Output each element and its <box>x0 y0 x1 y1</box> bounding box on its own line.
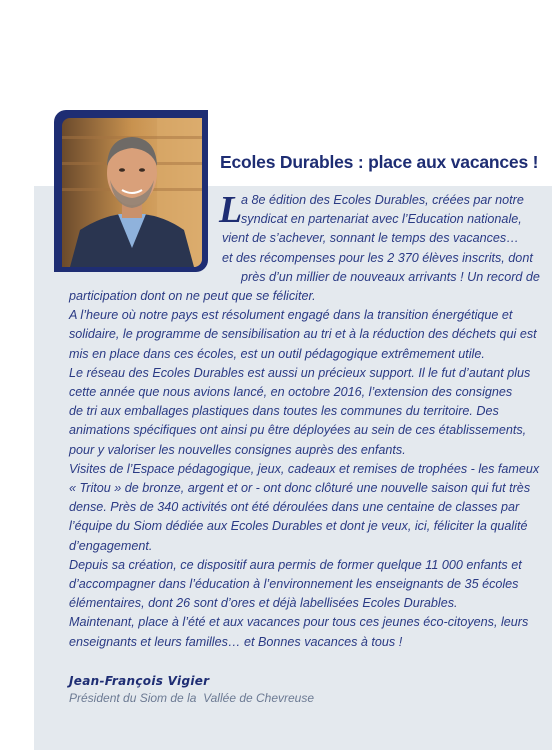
body-line: solidaire, le programme de sensibilisation au tri et à la réduction des déchets qui est <box>69 327 537 342</box>
article-body <box>69 287 552 652</box>
body-line: l’équipe du Siom dédiée aux Ecoles Durables et dont je veux, ici, féliciter la qualité <box>69 519 528 534</box>
body-line: dense. Près de 340 activités ont été déroulées dans une centaine de classes par <box>69 500 520 515</box>
intro-line: vient de s’achever, sonnant le temps des vacances… <box>222 231 519 246</box>
body-line: Visites de l’Espace pédagogique, jeux, cadeaux et remises de trophées - les fameux <box>69 461 540 476</box>
body-line: A l’heure où notre pays est résolument engagé dans la transition énergétique et <box>69 308 513 323</box>
body-line: participation dont on ne peut que se féliciter. <box>69 289 316 303</box>
portrait-photo <box>62 118 202 267</box>
article-title: Ecoles Durables : place aux vacances ! <box>220 152 539 172</box>
intro-line: près d’un millier de nouveaux arrivants ! Un record de <box>241 269 540 284</box>
body-line: Le réseau des Ecoles Durables est aussi un précieux support. Il le fut d’autant plus <box>69 365 531 380</box>
signature-role: Président du Siom de la Vallée de Chevreuse <box>69 691 315 705</box>
body-line: enseignants et leurs familles… et Bonnes vacances à tous ! <box>69 634 403 649</box>
article-intro <box>219 189 552 287</box>
body-line: Depuis sa création, ce dispositif aura permis de former quelque 11 000 enfants et <box>69 557 522 572</box>
body-line: mis en place dans ces écoles, est un outil pédagogique extrêmement utile. <box>69 346 485 361</box>
drop-cap: L <box>219 189 243 231</box>
portrait-frame <box>54 110 208 272</box>
body-line: de tri aux emballages plastiques dans toutes les communes du territoire. Des <box>69 404 499 419</box>
body-line: « Tritou » de bronze, argent et or - ont donc clôturé une nouvelle saison qui fut très <box>69 481 531 496</box>
body-line: cette année que nous avions lancé, en octobre 2016, l’extension des consignes <box>69 385 513 400</box>
intro-line: et des récompenses pour les 2 370 élèves inscrits, dont <box>222 250 533 265</box>
body-line: d’accompagner dans l’éducation à l’environnement les enseignants de 35 écoles <box>69 577 519 592</box>
body-line: Maintenant, place à l’été et aux vacances pour tous ces jeunes éco-citoyens, leurs <box>69 615 529 630</box>
intro-line: syndicat en partenariat avec l’Education nationale, <box>241 212 522 227</box>
body-line: d’engagement. <box>69 538 153 553</box>
intro-line: a 8e édition des Ecoles Durables, créées par notre <box>241 193 524 207</box>
body-line: pour y valoriser les nouvelles consignes auprès des enfants. <box>69 442 406 457</box>
body-line: animations spécifiques ont ainsi pu être déployées au sein de ces établissements, <box>69 423 527 438</box>
signature-name: Jean-François Vigier <box>69 674 210 688</box>
body-line: élémentaires, dont 26 sont d’ores et déjà labellisées Ecoles Durables. <box>69 596 458 611</box>
